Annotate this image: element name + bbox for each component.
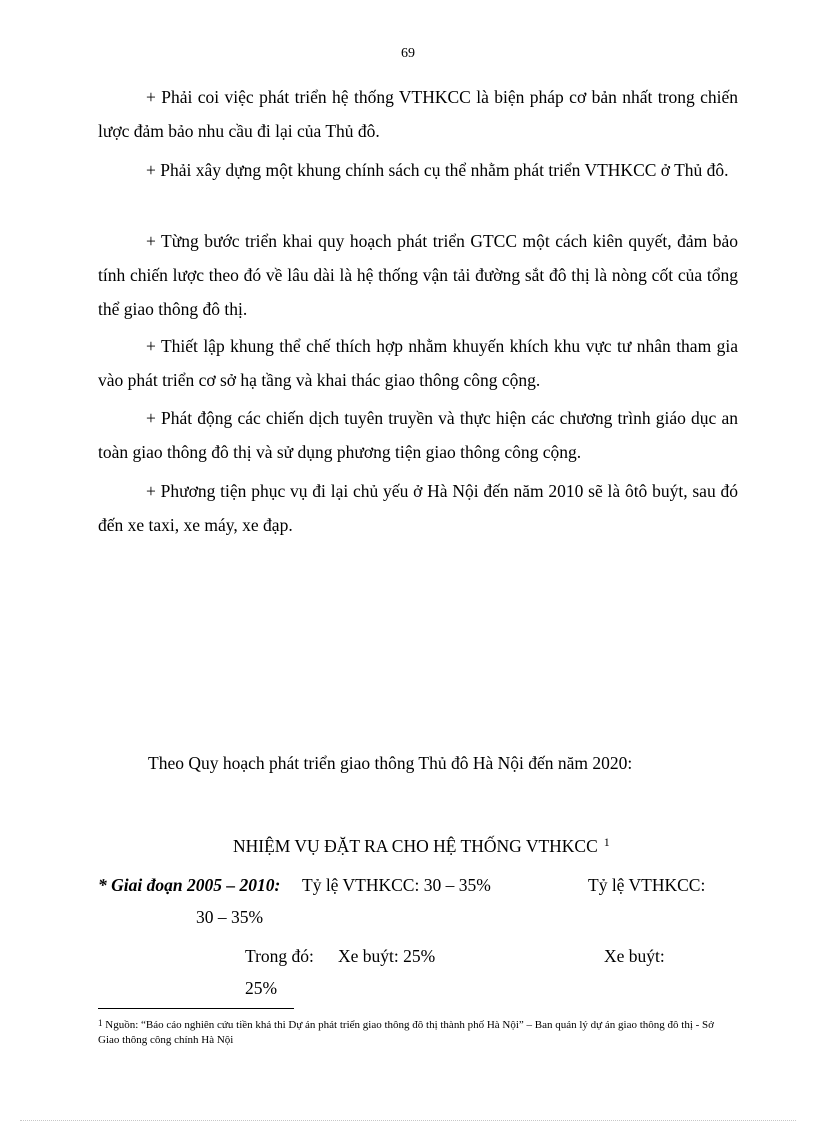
bullet-paragraph-5: + Phát động các chiến dịch tuyên truyền và thực hiện các chương trình giáo dục an toàn giao thông đô thị và sử dụng phương tiện giao thông công cộng. <box>98 408 738 462</box>
bullet-paragraph-4: + Thiết lập khung thể chế thích hợp nhằm khuyến khích khu vực tư nhân tham gia vào phát triển cơ sở hạ tầng và khai thác giao thông công cộng. <box>98 336 738 390</box>
bullet-paragraph-2: + Phải xây dựng một khung chính sách cụ thể nhằm phát triển VTHKCC ở Thủ đô. <box>146 160 729 180</box>
including-label: Trong đó: <box>245 946 314 966</box>
ratio-text: Tỷ lệ VTHKCC: 30 – 35% <box>302 875 491 895</box>
bus-duplicate-label: Xe buýt: <box>604 946 665 966</box>
section-heading <box>233 829 610 859</box>
footnote-text: Nguồn: “Báo cáo nghiên cứu tiền khả thi Dự án phát triển giao thông đô thị thành phố Hà Nội” – Ban quản lý dự án giao thông đô thị - Sở Giao thông công chính Hà Nội <box>98 1019 714 1046</box>
ratio-duplicate-label: Tỷ lệ VTHKCC: <box>588 875 706 895</box>
bullet-paragraph-6: + Phương tiện phục vụ đi lại chủ yếu ở Hà Nội đến năm 2010 sẽ là ôtô buýt, sau đó đến xe taxi, xe máy, xe đạp. <box>98 481 738 535</box>
bus-ratio-text: Xe buýt: 25% <box>338 946 436 966</box>
plan-intro: Theo Quy hoạch phát triển giao thông Thủ đô Hà Nội đến năm 2020: <box>148 753 633 773</box>
phase-label: * Giai đoạn 2005 – 2010: <box>98 875 281 895</box>
heading-text: NHIỆM VỤ ĐẶT RA CHO HỆ THỐNG VTHKCC <box>233 836 598 856</box>
bullet-paragraph-3: + Từng bước triển khai quy hoạch phát triển GTCC một cách kiên quyết, đảm bảo tính chiến lược theo đó về lâu dài là hệ thống vận tải đường sắt đô thị là nòng cốt của tổng thể giao thông đô thị. <box>98 231 738 319</box>
bullet-paragraph-1: + Phải coi việc phát triển hệ thống VTHKCC là biện pháp cơ bản nhất trong chiến lược đảm bảo nhu cầu đi lại của Thủ đô. <box>98 87 738 141</box>
page-bottom-border <box>20 1120 796 1121</box>
bus-duplicate-value: 25% <box>245 978 278 998</box>
page-number: 69 <box>401 46 415 61</box>
ratio-duplicate-value: 30 – 35% <box>196 907 264 927</box>
footnote <box>98 1016 738 1048</box>
heading-footnote-mark: 1 <box>603 835 610 849</box>
footnote-divider <box>98 1008 294 1009</box>
footnote-mark: 1 <box>98 1018 103 1028</box>
